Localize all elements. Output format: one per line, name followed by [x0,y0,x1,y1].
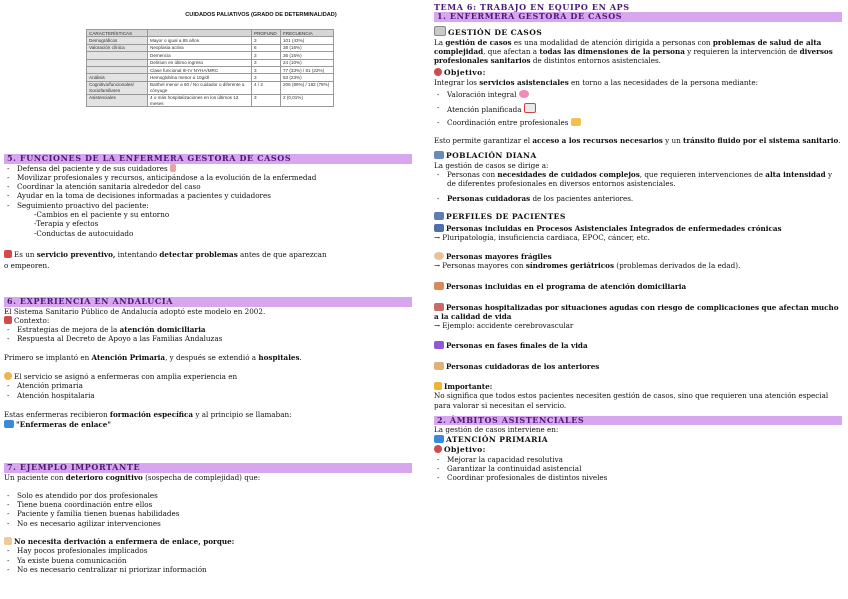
arrow-right-icon [4,420,14,428]
brain-icon [519,90,529,98]
table-row [87,74,334,81]
section-heading: 1. ENFERMERA GESTORA DE CASOS [434,12,842,22]
pointing-hand-icon [4,537,12,545]
population-intro: La gestión de casos se dirige a: [434,160,549,170]
calendar-icon [524,103,536,113]
sub-item: -Conductas de autocuidado [34,228,134,238]
table-header: PROFUND [252,30,281,37]
list-item: - Valoración integral [434,90,842,99]
table-cell: Valoración clínica [87,44,148,51]
profile-chronic-detail: → Pluripatología, insuficiencia cardiaca, EPOC, cáncer, etc. [434,233,650,243]
hands-icon [434,362,444,370]
list-item: - Ya existe buena comunicación [4,556,412,565]
list-item: - Atención planificada [434,103,842,114]
handshake-icon [571,118,581,126]
table-cell: 38 (16%) [281,44,334,51]
table-cell: Demográficos [87,37,148,44]
table-cell [87,59,148,66]
table-title: CUIDADOS PALIATIVOS (GRADO DE DETERMINALIDAD) [185,12,337,18]
table-cell: Asistenciales [87,94,148,107]
nurse-name: "Enfermeras de enlace" [4,420,412,429]
list-item: - Hay pocos profesionales implicados [4,546,412,555]
implementation-text: Primero se implantó en Atención Primaria, y después se extendió a hospitales. [4,352,302,362]
section-heading: 2. ÁMBITOS ASISTENCIALES [434,416,842,426]
table-row [87,37,334,44]
table-header-row [87,30,334,37]
subheading-perfiles: PERFILES DE PACIENTES [434,212,842,222]
list-item: - Estrategias de mejora de la atención domiciliaria [4,325,412,334]
candle-icon [434,341,444,349]
table-cell: 6 [252,44,281,51]
table-cell: Barthel menor a 60 / No cuidador o diferente a cónyuge [148,81,252,94]
pin-icon [4,250,12,258]
table-header [148,30,252,37]
section-heading: 5. FUNCIONES DE LA ENFERMERA GESTORA DE CASOS [4,154,412,164]
table-row [87,67,334,74]
table-cell: 206 (89%) / 182 (78%) [281,81,334,94]
elder-icon [434,252,444,260]
definition-text: La gestión de casos es una modalidad de atención dirigida a personas con problemas de salud de alta complejidad, que afectan a todas las dimensiones de la persona y requieren la intervención de diversos profesionales sanitarios de distintos entornos asistenciales. [434,37,833,66]
list-item: - Atención primaria [4,381,412,390]
table-cell: 3 [252,67,281,74]
table-cell: 4 o más hospitalizaciones en los últimos 12 meses [148,94,252,107]
table-cell: Hemoglobina menor a 10g/dl [148,74,252,81]
objective-text: Integrar los servicios asistenciales en torno a las necesidades de la persona mediante: [434,78,759,88]
andalucia-intro: El Sistema Sanitario Público de Andalucía adoptó este modelo en 2002. [4,306,266,316]
list-item: - Coordinar la atención sanitaria alrededor del caso [4,182,412,191]
preventive-note-cont: o empeoren. [4,261,50,271]
table-cell: 36 (15%) [281,52,334,59]
thermometer-icon [170,164,176,172]
section-5 [4,154,412,270]
no-derivation: No necesita derivación a enfermera de enlace, porque: [4,537,412,546]
list-item: - No es necesario agilizar intervenciones [4,519,412,528]
profile-hospitalized-detail: → Ejemplo: accidente cerebrovascular [434,321,574,331]
important-text: No significa que todos estos pacientes necesiten gestión de casos, sino que requieren una atención especial para valorar si necesitan el servicio. [434,391,829,410]
section-7 [4,463,412,574]
profile-home: Personas incluidas en el programa de atención domiciliaria [434,282,842,291]
table-cell: 101 (43%) [281,37,334,44]
list-item: - Coordinar profesionales de distintos niveles [434,473,842,482]
table-cell: 53 (23%) [281,74,334,81]
table-cell: 24 (10%) [281,59,334,66]
table-cell: Mayor o igual a 85 años [148,37,252,44]
list-item: - Respuesta al Decreto de Apoyo a las Familias Andaluzas [4,334,412,343]
table-cell: 3 [252,37,281,44]
table-cell: Demencia [148,52,252,59]
preventive-note: Es un servicio preventivo, intentando detectar problemas antes de que aparezcan [4,250,412,259]
example-intro: Un paciente con deterioro cognitivo (sospecha de complejidad) que: [4,472,261,482]
list-item: - Mejorar la capacidad resolutiva [434,455,842,464]
table-row [87,81,334,94]
assigned-text: El servicio se asignó a enfermeras con amplia experiencia en [4,372,412,381]
list-item: - Movilizar profesionales y recursos, anticipándose a la evolución de la enfermedad [4,173,412,182]
table-cell: 3 [252,59,281,66]
profile-hospitalized: Personas hospitalizadas por situaciones agudas con riesgo de complicaciones que afectan mucho a la calidad de vida [434,302,839,321]
lightbulb-icon [4,372,12,380]
table-cell: 3 [252,74,281,81]
topic-title: TEMA 6: TRABAJO EN EQUIPO EN APS [434,2,630,12]
subheading-atencion-primaria: ATENCIÓN PRIMARIA [434,435,842,445]
house-icon [434,282,444,290]
table-cell [87,67,148,74]
list-item: - Coordinación entre profesionales [434,118,842,127]
list-item: - Seguimiento proactivo del paciente: [4,201,412,210]
list-item: - Solo es atendido por dos profesionales [4,491,412,500]
target-icon [434,445,442,453]
subheading-gestion: GESTIÓN DE CASOS [434,26,842,38]
table-row [87,94,334,107]
person-icon [434,212,444,220]
section-heading: 6. EXPERIENCIA EN ANDALUCIA [4,297,412,307]
subheading-poblacion: POBLACIÓN DIANA [434,151,842,161]
profile-end-of-life: Personas en fases finales de la vida [434,341,842,350]
training-text: Estas enfermeras recibieron formación específica y al principio se llamaban: [4,409,292,419]
number-one-icon [434,435,444,443]
table-cell: Cognitivo/funcionales/ Sociofamiliares [87,81,148,94]
list-item: - Personas cuidadoras de los pacientes anteriores. [434,194,842,203]
warning-icon [434,382,442,390]
list-item: - Ayudar en la toma de decisiones informadas a pacientes y cuidadores [4,191,412,200]
sub-item: -Terapia y efectos [34,219,99,229]
list-item: - No es necesario centralizar ni priorizar información [4,565,412,574]
profile-frail-detail: → Personas mayores con síndromes geriátricos (problemas derivados de la edad). [434,260,741,270]
profile-caregivers: Personas cuidadoras de los anteriores [434,362,842,371]
table-row [87,52,334,59]
profile-frail: Personas mayores frágiles [434,252,842,261]
subheading-objetivo-2: Objetivo: [434,445,842,455]
hospital-icon [434,224,444,232]
table-cell: 77 (33%) / 51 (22%) [281,67,334,74]
section-6 [4,297,412,429]
section-heading: 7. EJEMPLO IMPORTANTE [4,463,412,473]
table-cell: Clase funcional III-IV NYHA/MRC [148,67,252,74]
access-text: Esto permite garantizar el acceso a los recursos necesarios y un tránsito fluido por el sistema sanitario. [434,135,841,145]
notepad-icon [434,26,446,36]
table-cell: 2 (0,01%) [281,94,334,107]
palliative-care-table [86,29,334,107]
sub-item: -Cambios en el paciente y su entorno [34,209,170,219]
table-cell: 3 [252,94,281,107]
table-cell [87,52,148,59]
table-header: FRECUENCIA [281,30,334,37]
table-cell: Delirium en último ingreso [148,59,252,66]
table-cell: 3 [252,52,281,59]
context-label: Contexto: [4,316,412,325]
table-row [87,59,334,66]
palliative-table-block [86,12,337,107]
list-item: - Defensa del paciente y de sus cuidadores [4,164,412,173]
target-icon [434,68,442,76]
table-cell: 4 / 2 [252,81,281,94]
scope-intro: La gestión de casos interviene en: [434,425,559,435]
table-cell: Neoplasia activa [148,44,252,51]
important-label: Importante: [434,382,842,391]
pin-icon [4,316,12,324]
list-item: - Paciente y familia tienen buenas habilidades [4,509,412,518]
list-item: - Atención hospitalaria [4,391,412,400]
profile-chronic: Personas incluidas en Procesos Asistenciales Integrados de enfermedades crónicas [434,224,842,233]
table-cell: Análisis [87,74,148,81]
right-column [434,0,842,483]
subheading-objetivo: Objetivo: [434,68,842,78]
list-item: - Personas con necesidades de cuidados complejos, que requieren intervenciones de alta intensidad y de diferentes profesionales en diversos entornos asistenciales. [434,170,842,189]
people-icon [434,151,444,159]
list-item: - Garantizar la continuidad asistencial [434,464,842,473]
list-item: - Tiene buena coordinación entre ellos [4,500,412,509]
table-header: CARACTERÍSTICAS [87,30,148,37]
bed-icon [434,303,444,311]
table-row [87,44,334,51]
